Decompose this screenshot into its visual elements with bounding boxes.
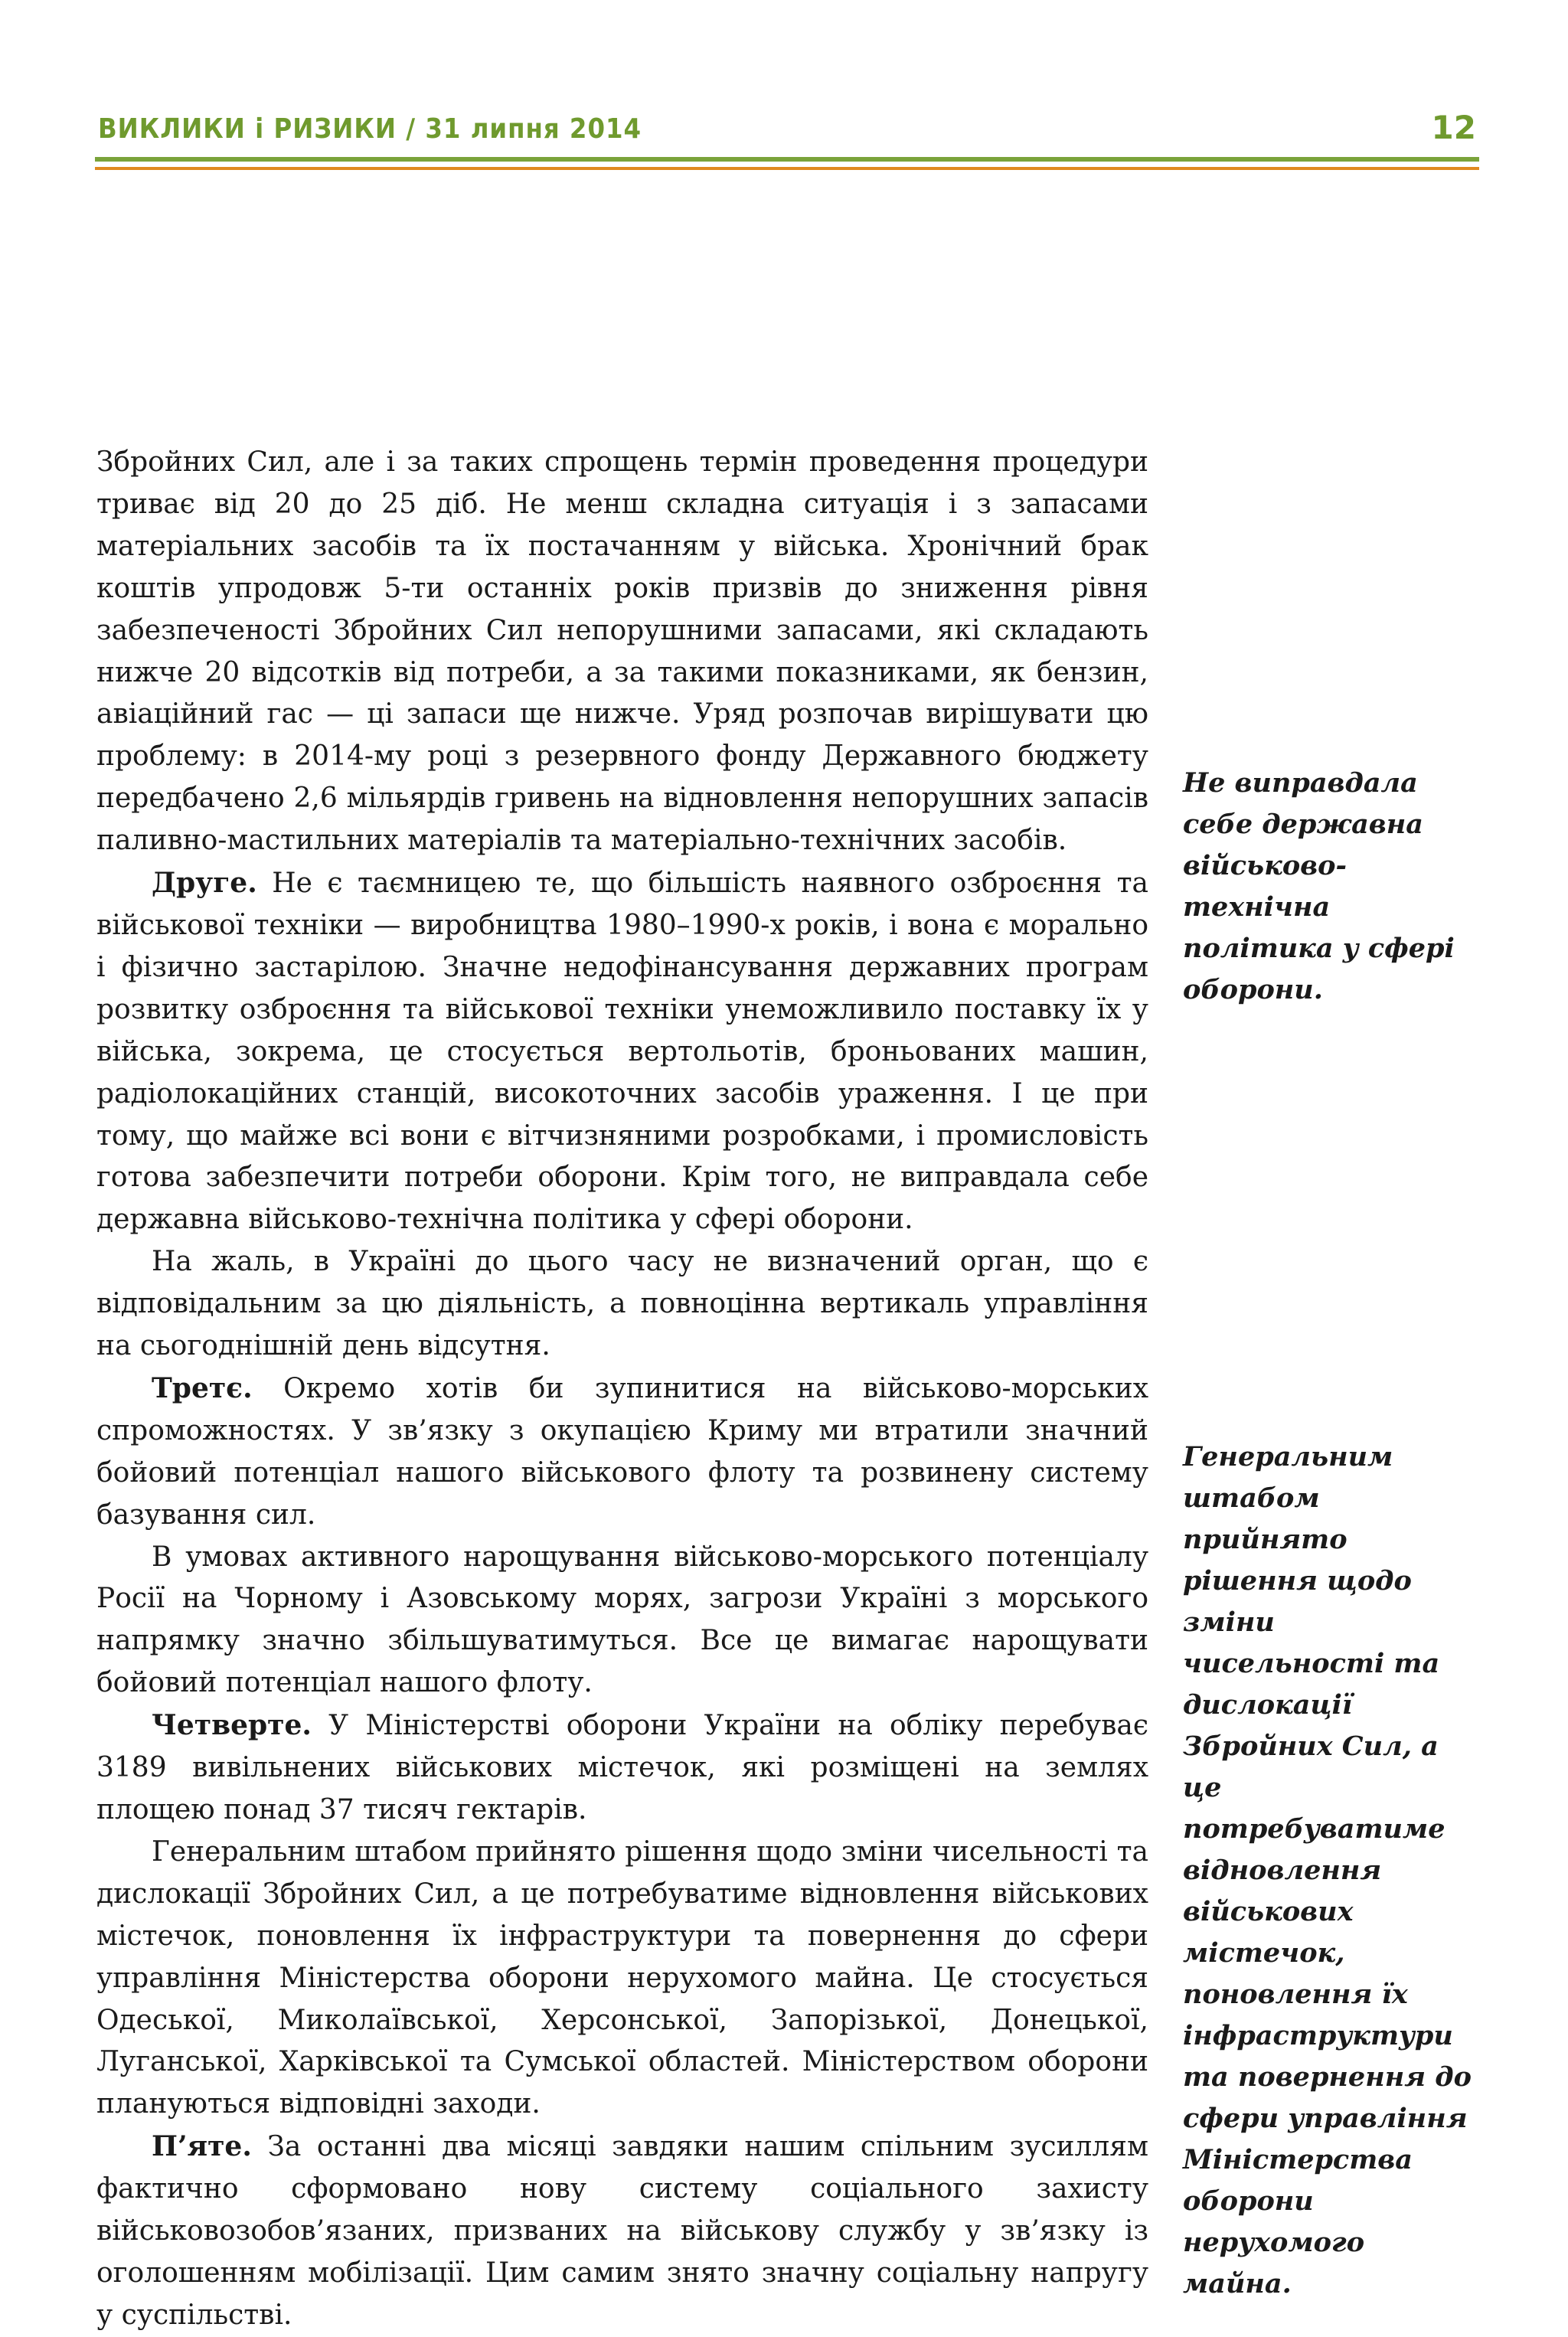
pull-quote-2: Генеральним штабом прийнято рішення щодо зміни чисельності та дислокації Збройних Сил, а це потребуватиме відновлення військових містечок, поновлення їх інфраструктури та повернення до сфери управління Міністерства оборони нерухомого майна. [1183, 1441, 1472, 2299]
running-header-title: ВИКЛИКИ і РИЗИКИ / 31 липня 2014 [98, 113, 642, 145]
pull-quote-1: Не виправдала себе державна військово-технічна політика у сфері оборони. [1183, 767, 1455, 1005]
page-number: 12 [1431, 109, 1476, 146]
paragraph-lead: П’яте. [152, 2130, 252, 2163]
paragraph: Друге. Не є таємницею те, що більшість наявного озброєння та військової техніки — виробництва 1980–1990-х років, і вона є морально і фізично застарілою. Значне недофінансування державних програм розвитку озброєння та військової техніки унеможливило поставку їх у війська, зокрема, це стосується вертольотів, броньованих машин, радіолокаційних станцій, високоточних засобів ураження. І це при тому, що майже всі вони є вітчизняними розробками, і промисловість готова забезпечити потреби оборони. Крім того, не виправдала себе державна військово-технічна політика у сфері оборони. [96, 867, 1148, 1236]
paragraph-lead: Друге. [152, 867, 257, 900]
header-rule-orange [95, 167, 1479, 170]
paragraph: Четверте. У Міністерстві оборони України на обліку перебуває 3189 вивільнених військових містечок, які розміщені на землях площею понад 37 тисяч гектарів. [96, 1709, 1148, 1825]
paragraph-lead: Третє. [152, 1371, 253, 1404]
paragraph: Третє. Окремо хотів би зупинитися на військово-морських спроможностях. У зв’язку з окупацією Криму ми втратили значний бойовий потенціал нашого військового флоту та розвинену систему базування сил. [96, 1371, 1148, 1531]
paragraph: На жаль, в Україні до цього часу не визначений орган, що є відповідальним за цю діяльність, а повноцінна вертикаль управління на сьогоднішній день відсутня. [96, 1246, 1148, 1362]
paragraph: Збройних Сил, але і за таких спрощень термін проведення процедури триває від 20 до 25 діб. Не менш складна ситуація і з запасами матеріальних засобів та їх постачанням у війська. Хронічний брак коштів упродовж 5-ти останніх років призвів до зниження рівня забезпеченості Збройних Сил непорушними запасами, які складають нижче 20 відсотків від потреби, а за такими показниками, як бензин, авіаційний гас — ці запаси ще нижче. Уряд розпочав вирішувати цю проблему: в 2014-му році з резервного фонду Державного бюджету передбачено 2,6 мільярдів гривень на відновлення непорушних запасів паливно-мастильних матеріалів та матеріально-технічних засобів. [96, 446, 1148, 857]
header-rule-green [95, 157, 1479, 162]
article-body [96, 442, 1148, 2337]
paragraph: П’яте. За останні два місяці завдяки нашим спільним зусиллям фактично сформовано нову систему соціального захисту військовозобов’язаних, призваних на військову службу у зв’язку із оголошенням мобілізації. Цим самим знято значну соціальну напругу у суспільстві. [96, 2130, 1148, 2331]
paragraph: В умовах активного нарощування військово-морського потенціалу Росії на Чорному і Азовському морях, загрози Україні з морського напрямку значно збільшуватимуться. Все це вимагає нарощувати бойовий потенціал нашого флоту. [96, 1541, 1148, 1699]
paragraph: Генеральним штабом прийнято рішення щодо зміни чисельності та дислокації Збройних Сил, а це потребуватиме відновлення військових містечок, поновлення їх інфраструктури та повернення до сфери управління Міністерства оборони нерухомого майна. Це стосується Одеської, Миколаївської, Херсонської, Запорізької, Донецької, Луганської, Харківської та Сумської областей. Міністерством оборони плануються відповідні заходи. [96, 1835, 1148, 2120]
paragraph-lead: Четверте. [152, 1709, 312, 1742]
